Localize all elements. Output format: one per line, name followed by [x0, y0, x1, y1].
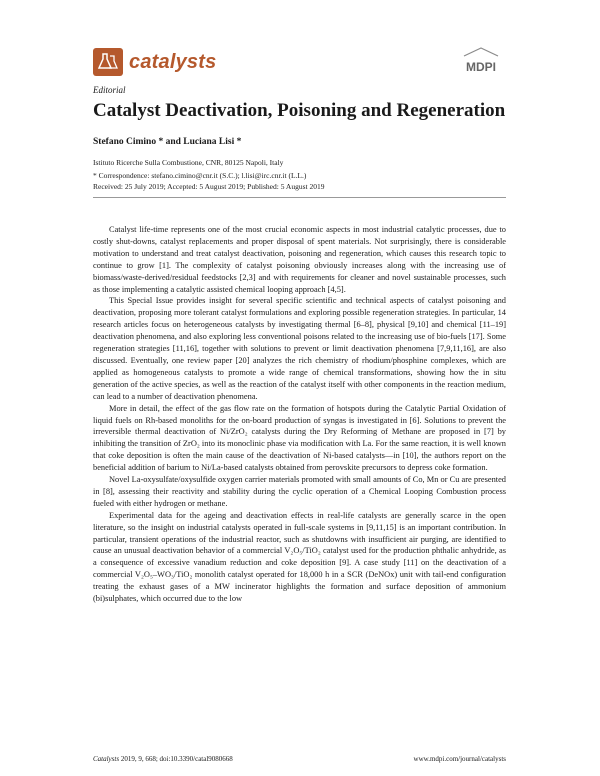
body-paragraph: Novel La-oxysulfate/oxysulfide oxygen carrier materials promoted with small amounts of Co, Mn or Cu are presented in [8], assessing their reactivity and stability during the cyclic operation of a Chemical Looping Combustion process fueled with either hydrogen or methane.	[93, 475, 506, 508]
article-title: Catalyst Deactivation, Poisoning and Regeneration	[93, 100, 506, 121]
body-paragraph: This Special Issue provides insight for several specific scientific and technical aspects of catalyst poisoning and deactivation, proposing more tolerant catalyst formulations and exploring possible regeneration strategies. In particular, 14 research articles focus on heterogeneous catalysts by investigating thermal [6–8], physical [9,10] and chemical [11–19] deactivation phenomena, and also exploring less conventional poisons related to the increasing use of bio-fuels [17]. Some regeneration strategies [11,16], together with solutions to prevent or limit deactivation phenomena [7,9,11,16], are also discussed. Eventually, one review paper [20] analyzes the rich chemistry of rhodium/phosphine complexes, which are applied as homogeneous catalysts to promote a wide range of chemical transformations, showing how the in situ generation of the active species, as well as the reaction of the catalyst itself with other components in the reaction medium, can lead to a number of deactivation phenomena.	[93, 296, 506, 401]
body-paragraph: Experimental data for the ageing and deactivation effects in real-life catalysts are generally scarce in the open literature, so the insight on industrial catalysts operated in full-scale systems in [9,11,15] is an important contribution. In particular, transient operations of the industrial reactor, such as shutdowns with insufficient air purging, are identified to cause an unusual deactivation behavior of a commercial V₂O₅/TiO₂ catalyst used for the production phthalic anhydride, as a consequence of excessive vanadium reduction and coke deposition [9]. A case study [11] on the deactivation of a commercial V₂O₅–WO₃/TiO₂ monolith catalyst operated for 18,000 h in a SCR (DeNOx) unit with tail-end configuration treating the exhaust gases of a MW incinerator highlights the formation and surface deposition of ammonium (bi)sulphates, which occurred due to the low	[93, 510, 506, 604]
footer-journal: Catalysts	[93, 755, 120, 763]
flask-icon	[93, 48, 123, 76]
article-type: Editorial	[93, 85, 126, 95]
body-paragraph: More in detail, the effect of the gas flow rate on the formation of hotspots during the Catalytic Partial Oxidation of liquid fuels on Rh-based monoliths for the on-board production of syngas is investigated in [6]. Solutions to prevent the irreversible thermal deactivation of Ni/ZrO₂ catalysts during the Dry Reforming of Methane are proposed in [7] by inhibiting the transition of ZrO₂ into its monoclinic phase via modification with La. For the same reaction, it is well known that coke deposition is often the main cause of the deactivation of Ni-based catalysts—in [10], the authors report on the beneficial addition of barium to Ni/La-based catalysts obtained from perovskite precursors to depress coke formation.	[93, 403, 506, 473]
affiliation-block	[93, 156, 513, 182]
article-body	[93, 224, 506, 605]
publisher-name: MDPI	[466, 60, 496, 74]
footer-citation	[93, 755, 233, 763]
footer-citation-details: 2019, 9, 668; doi:10.3390/catal9080668	[119, 755, 233, 763]
journal-logo	[93, 44, 243, 80]
body-paragraph: Catalyst life-time represents one of the most crucial economic aspects in most industrial catalytic processes, due to costly shut-downs, catalyst replacements and proper disposal of spent materials. Not surprisingly, there is considerable motivation to understand and treat catalyst deactivation, poisoning and regeneration, which causes this research topic to continue to grow [1]. The complexity of catalyst poisoning obviously increases along with the increasing use of biomass/waste-derived/residual feedstocks [2,3] and with requirements for cleaner and novel sustainable processes, such as those implementing a catalytic assisted chemical looping approach [4,5].	[93, 225, 506, 294]
affiliation: Istituto Ricerche Sulla Combustione, CNR, 80125 Napoli, Italy	[93, 158, 284, 167]
publisher-logo	[456, 46, 506, 78]
journal-name: catalysts	[129, 50, 217, 73]
correspondence: * Correspondence: stefano.cimino@cnr.it (S.C.); l.lisi@irc.cnr.it (L.L.)	[93, 171, 307, 180]
article-authors: Stefano Cimino * and Luciana Lisi *	[93, 137, 242, 147]
header-divider	[93, 197, 506, 198]
article-dates: Received: 25 July 2019; Accepted: 5 August 2019; Published: 5 August 2019	[93, 182, 325, 191]
footer-url[interactable]: www.mdpi.com/journal/catalysts	[413, 755, 506, 763]
